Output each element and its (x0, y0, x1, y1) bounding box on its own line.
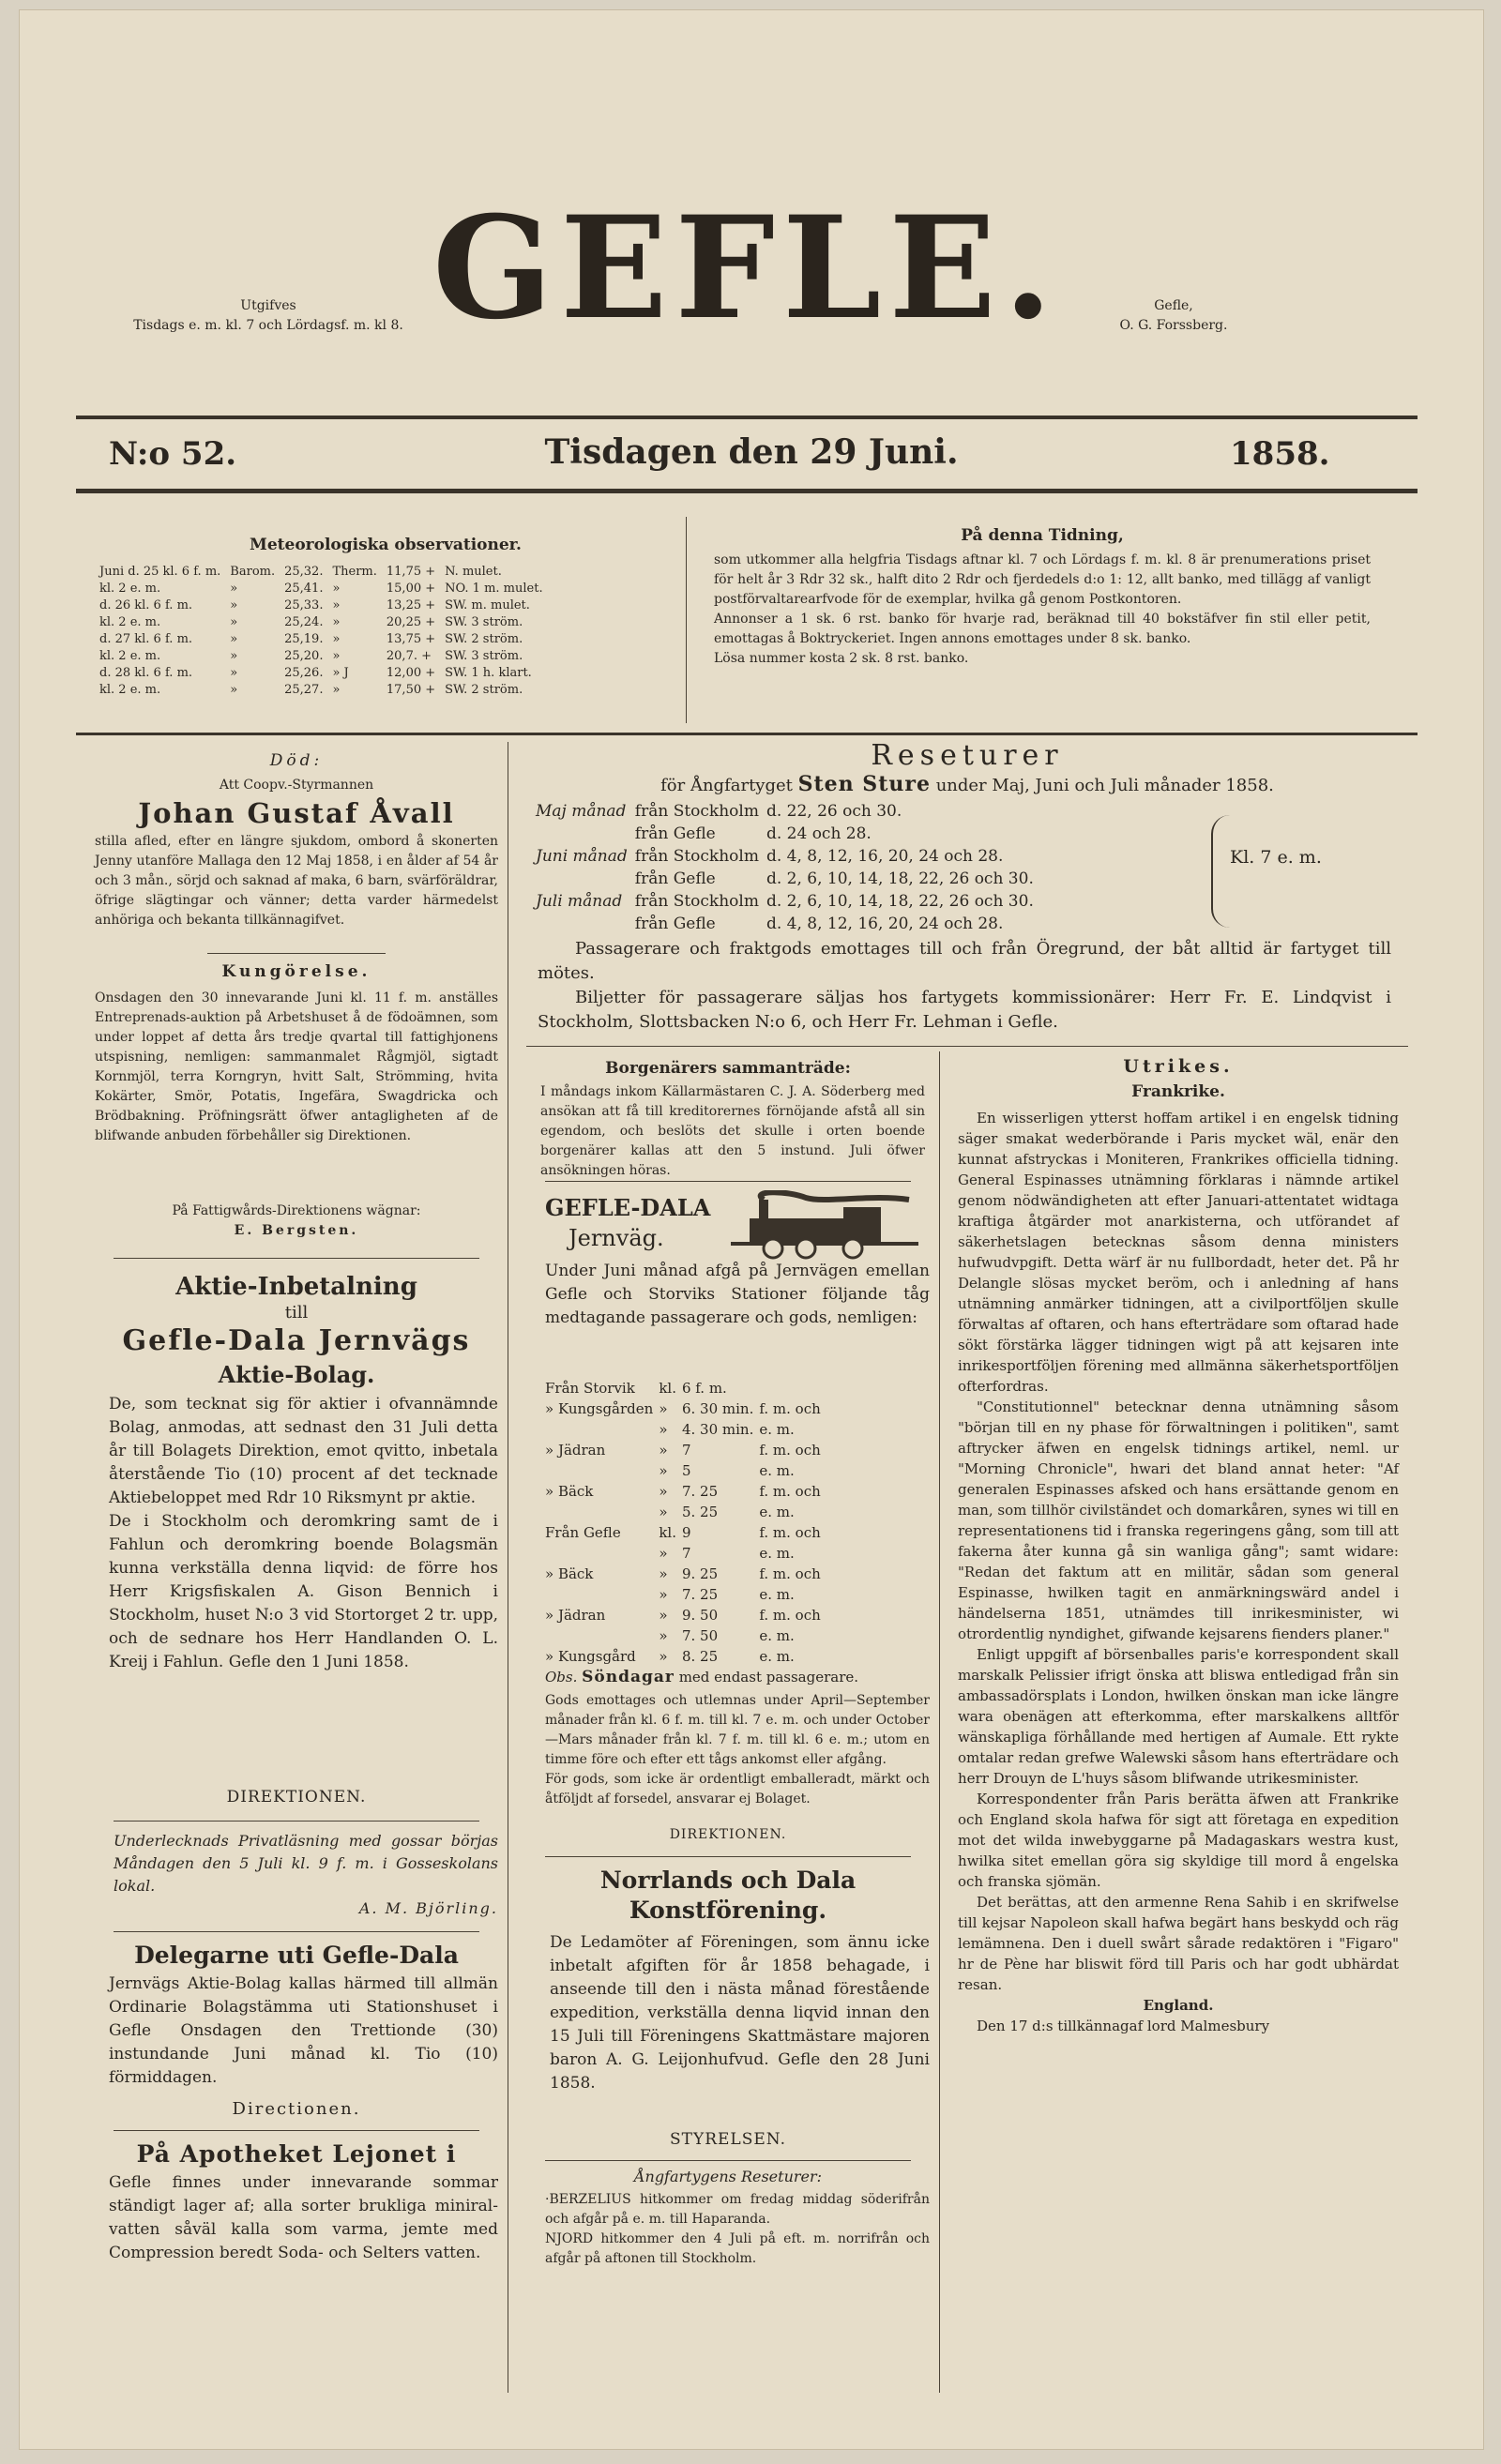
schedule-row (536, 913, 1041, 935)
issue-year: 1858. (1230, 435, 1330, 473)
death-line: Att Coopv.-Styrmannen (219, 778, 374, 793)
train-row (545, 1440, 826, 1460)
angfartyg-heading: Ångfartygens Reseturer: (633, 2168, 823, 2185)
meteorology-row-cell: kl. 2 e. m. (99, 615, 161, 629)
train-row-cell (545, 1419, 659, 1440)
train-row-cell: f. m. och (759, 1483, 821, 1500)
apothek-heading: På Apotheket Lejonet i (136, 2140, 457, 2168)
meteorology-heading: Meteorologiska observationer. (250, 536, 522, 554)
train-row-cell: f. m. och (759, 1442, 821, 1459)
train-row-cell: 9 (681, 1524, 691, 1541)
norrland-text: De Ledamöter af Föreningen, som ännu icke inbetalt afgiften för år 1858 behagade, i anseende till den i nästa månad förestående expedition, verkställa denna liqvid innan den 15 Juli till Föreningens Skattmästare majoren baron A. G. Leijonhufvud. Gefle den 28 Juni 1858. (550, 1933, 930, 2093)
train-row-cell: » (659, 1462, 668, 1479)
meteorology-row-cell: Juni d. 25 kl. 6 f. m. (99, 565, 221, 579)
schedule-line-2: Tisdags e. m. kl. 7 och Lördagsf. m. kl 8. (133, 318, 403, 333)
aktie-text (109, 1393, 498, 1674)
schedule-row-cell: Juli månad (536, 892, 623, 911)
publisher-info (1061, 296, 1286, 336)
train-row (545, 1564, 826, 1584)
subscription-info (714, 551, 1371, 669)
schedule-line-1: Utgifves (240, 298, 296, 313)
schedule-row-cell: d. 24 och 28. (766, 824, 872, 843)
train-row (545, 1625, 826, 1646)
utrikes-paragraph-6: Den 17 d:s tillkännagaf lord Malmesbury (977, 2018, 1270, 2034)
train-row (545, 1543, 826, 1564)
sunday-text: med endast passagerare. (678, 1669, 859, 1685)
meteorology-row (95, 631, 548, 648)
death-heading: Död: (269, 751, 324, 770)
death-notice-text: stilla afled, efter en längre sjukdom, ombord å skonerten Jenny utanföre Mallaga den 12 Maj 1858, i en ålder af 54 år och 3 mån., sörjd och saknad af maka, 6 barn, svärföräldrar, öfrige slägtingar och vänner; detta varder härmedelst anhöriga och bekanta tillkännagifvet. (95, 834, 498, 928)
train-row (545, 1584, 826, 1605)
schedule-row-cell (536, 868, 635, 890)
obs-label: Obs. (545, 1669, 578, 1685)
train-row-cell: » Jädran (545, 1607, 606, 1624)
train-row (545, 1398, 826, 1419)
train-row-cell: 5 (681, 1462, 691, 1479)
single-issue-price: Lösa nummer kosta 2 sk. 8 rst. banko. (714, 651, 969, 666)
meteorology-row (95, 564, 548, 581)
divider (545, 2160, 911, 2161)
divider (207, 953, 386, 954)
njord-line: NJORD hitkommer den 4 Juli på eft. m. norrifrån och afgår på aftonen till Stockholm. (545, 2231, 930, 2266)
train-row-cell (545, 1502, 659, 1522)
column-divider-right (939, 1051, 940, 2393)
gefledala-subheading: Jernväg. (569, 1225, 664, 1251)
utrikes-france-heading: Frankrike. (1131, 1082, 1225, 1101)
private-lesson-notice (114, 1830, 498, 1920)
schedule-row-cell (536, 913, 635, 935)
meteorology-row-cell: 25,41. (284, 582, 324, 596)
aktie-heading: Aktie-Inbetalning (175, 1273, 417, 1301)
train-row-cell: » (659, 1565, 668, 1582)
sunday-note (545, 1668, 930, 1686)
meteorology-row-cell: 11,75 + (386, 565, 436, 579)
meteorology-row-cell: » (332, 615, 341, 629)
goods-paragraph-1: Gods emottages och utlemnas under April—September månader från kl. 6 f. m. till kl. 7 e. m. och under October—Mars månader från kl. 7 f. m. till kl. 6 e. m.; utom en timme före och efter ett tågs ankomst eller afgång. (545, 1693, 930, 1767)
meteorology-row-cell: 13,25 + (386, 598, 436, 612)
private-lesson-text: Underlecknads Privatläsning med gossar börjas Måndagen den 5 Juli kl. 9 f. m. i Gosseskolans lokal. (114, 1832, 498, 1895)
meteorology-row (95, 597, 548, 614)
schedule-row-cell (536, 823, 635, 845)
borgenar-text: I måndags inkom Källarmästaren C. J. A. Söderberg med ansökan att få till kreditorernes förnöjande afstå all sin egendom, och beslöts det skulle i orten boende borgenärer kallas att den 5 instund. Juli öfwer ansökningen höras. (540, 1084, 925, 1178)
aktie-company: Gefle-Dala Jernvägs (122, 1324, 471, 1357)
meteorology-row-cell: 17,50 + (386, 683, 436, 697)
issue-date: Tisdagen den 29 Juni. (544, 432, 959, 472)
delegare-text: Jernvägs Aktie-Bolag kallas härmed till allmän Ordinarie Bolagstämma uti Stationshuset i Gefle Onsdagen den Trettionde (30) instundande Juni månad kl. Tio (10) förmiddagen. (109, 1974, 498, 2087)
notice-signer: E. Bergsten. (234, 1223, 359, 1238)
meteorology-row-cell: 25,27. (284, 683, 324, 697)
meteorology-row-cell: » (230, 666, 238, 680)
reseturer-intro-post: under Maj, Juni och Juli månader 1858. (935, 776, 1274, 795)
delegare-heading: Delegarne uti Gefle-Dala (134, 1942, 459, 1969)
reseturer-schedule (536, 800, 1211, 935)
meteorology-row-cell: 25,33. (284, 598, 324, 612)
deceased-name: Johan Gustaf Åvall (138, 797, 455, 829)
masthead-rule-bottom (76, 489, 1418, 493)
utrikes-paragraph-4: Korrespondenter från Paris berätta äfwen att Frankrike och England skola hafwa för sigt att företaga en expedition mot det wilda inwebyggarne på Madagaskars westra kust, hwilka sitet emellan göra sig skyldige till mord å engelska och franska sjömän. (958, 1791, 1399, 1890)
ship-name: Sten Sture (797, 772, 931, 796)
meteorology-row-cell: » (230, 683, 238, 697)
newspaper-page (19, 9, 1484, 2450)
angfartyg-text (545, 2190, 930, 2269)
train-row-cell: » (659, 1421, 668, 1438)
train-row-cell: 6 f. m. (681, 1380, 727, 1397)
train-row-cell: » Bäck (545, 1565, 594, 1582)
train-row-cell: 5. 25 (681, 1504, 719, 1520)
train-row-cell: 9. 50 (681, 1607, 719, 1624)
meteorology-row (95, 581, 548, 597)
train-row-cell: e. m. (759, 1627, 795, 1644)
train-row-cell: 7 (681, 1442, 691, 1459)
meteorology-row-cell: » (332, 632, 341, 646)
train-row-cell: e. m. (759, 1545, 795, 1562)
utrikes-paragraph-1: En wisserligen ytterst hoffam artikel i en engelsk tidning säger smakat wederbörande i Paris mycket wäl, enär den kunnat afstryckas i Moniteren, Frankrikes officiella tidning. General Espinasses utnämning förklaras i nämnde artikel genom nödwändigheten att efter Januari-attentatet widtaga kraftiga åtgärder mot anarkisterna, och utförandet af säkerhetslagen betecknas såsom denna ministers hufwudvpgift. Detta wärf är nu fullbordadt, heter det. På hr Delangle slösas mycket beröm, och i anledning af hans utnämning anmärker tidningen, att a civilportföljen skulle förwaltas af oftaren, och hans efterträdare som oftarad hade sökt förstärka lägger tidningen wigt på att kejsaren inte inrikesportföljen förening med allmänna säkerhetsportföljen ofterfordras. (958, 1110, 1399, 1395)
train-row-cell: e. m. (759, 1586, 795, 1603)
meteorology-row-cell: kl. 2 e. m. (99, 683, 161, 697)
delegare-signature: Directionen. (232, 2099, 361, 2119)
train-row-cell: Från Storvik (545, 1380, 635, 1397)
schedule-row (536, 800, 1041, 823)
section-rule (76, 733, 1418, 735)
divider (114, 2130, 479, 2131)
departure-time: Kl. 7 e. m. (1230, 847, 1322, 868)
meteorology-row-cell: kl. 2 e. m. (99, 649, 161, 663)
meteorology-row-cell: d. 27 kl. 6 f. m. (99, 632, 193, 646)
subscription-heading: På denna Tidning, (961, 526, 1124, 545)
train-row-cell: f. m. och (759, 1524, 821, 1541)
meteorology-row-cell: 13,75 + (386, 632, 436, 646)
train-row-cell: f. m. och (759, 1400, 821, 1417)
meteorology-row-cell: » J (332, 666, 349, 680)
meteorology-row (95, 665, 548, 682)
train-row-cell: e. m. (759, 1648, 795, 1665)
goods-paragraph-2: För gods, som icke är ordentligt emballeradt, märkt och åtföljdt af forsedel, ansvarar ej Bolaget. (545, 1772, 930, 1806)
private-lesson-signer: A. M. Björling. (358, 1899, 498, 1917)
schedule-row (536, 823, 1041, 845)
train-row-cell: 6. 30 min. (681, 1400, 754, 1417)
apothek-text: Gefle finnes under innevarande sommar ständigt lager af; alla sorter brukliga miniral-vatten såväl kalla som varma, jemte med Compression beredt Soda- och Selters vatten. (109, 2173, 498, 2262)
divider (545, 1856, 911, 1857)
train-row-cell: » (659, 1504, 668, 1520)
schedule-row-cell: d. 2, 6, 10, 14, 18, 22, 26 och 30. (766, 869, 1034, 888)
train-row-cell (545, 1543, 659, 1564)
train-row-cell: » (659, 1483, 668, 1500)
schedule-row-cell: d. 4, 8, 12, 16, 20, 24 och 28. (766, 915, 1004, 933)
train-row-cell: 8. 25 (681, 1648, 719, 1665)
schedule-row-cell: från Stockholm (634, 892, 759, 911)
meteorology-row-cell: Therm. (332, 565, 377, 579)
meteorology-row-cell: 25,20. (284, 649, 324, 663)
train-row-cell: 4. 30 min. (681, 1421, 754, 1438)
meteorology-row-cell: 25,24. (284, 615, 324, 629)
sunday-label: Söndagar (582, 1668, 675, 1686)
train-row-cell: Från Gefle (545, 1524, 621, 1541)
train-row (545, 1502, 826, 1522)
utrikes-paragraph-3: Enligt uppgift af börsenballes paris'e korrespondent skall marskalk Pelissier ifrigt önska att bliswa entledigad från sin ambassadörsplats i London, hwilken önskan man icke längre wara obenägen att efterkomma, efter marskalkens alltför wänskapliga förhållande med hertigen af Aumale. Ett rykte omtalar redan grefwe Walewski såsom hans efterträdare och herr Drouyn de L'huys såsom blifwande utrikesminister. (958, 1646, 1399, 1787)
meteorology-row-cell: 20,25 + (386, 615, 436, 629)
train-row-cell: » (659, 1400, 668, 1417)
meteorology-row-cell: d. 28 kl. 6 f. m. (99, 666, 193, 680)
utrikes-heading: Utrikes. (1123, 1056, 1234, 1077)
locomotive-illustration (731, 1190, 918, 1265)
utrikes-paragraph-2: "Constitutionnel" betecknar denna utnämning såsom "början till en ny phase för förwaltningen i politiken", samt aftrycker äfwen en engelsk tidnings artikel, neml. ur "Morning Chronicle", hwari det bland annat heter: "Af generalen Espinasses afsked och hans ersättande genom en man, som tillhör civilständet och domarkåren, synes wi till en representationens tid i franska regeringens gång, som till att fakerna åter kunna gå sin wanliga gång"; samt widare: "Redan det faktum att en militär, sådan som general Espinasse, hwilken tagit en anmärkningswärd andel i händelserna 1851, utnämdes till inrikesminister, wi otrordentlig nyndighet, gifwande kejsarens fienders planer." (958, 1398, 1399, 1642)
train-row-cell: » Jädran (545, 1442, 606, 1459)
meteorology-row-cell: » (332, 598, 341, 612)
schedule-row (536, 890, 1041, 913)
train-row-cell (545, 1625, 659, 1646)
subscription-price: som utkommer alla helgfria Tisdags aftnar kl. 7 och Lördags f. m. kl. 8 är prenumerations priset för helt år 3 Rdr 32 sk., halft dito 2 Rdr och fjerdedels d:o 1: 12, allt banko, med tillägg af vanligt postförvaltarearfvode för de exemplar, hvilka gå genom Postkontoren. (714, 552, 1371, 607)
reseturer-intro (526, 772, 1408, 796)
meteorology-row-cell: » (230, 582, 238, 596)
train-row-cell: » (659, 1586, 668, 1603)
meteorology-row-cell: 12,00 + (386, 666, 436, 680)
divider (114, 1931, 479, 1932)
reseturer-text (538, 937, 1391, 1035)
train-row (545, 1646, 826, 1667)
meteorology-table (95, 564, 695, 699)
train-row-cell: f. m. och (759, 1565, 821, 1582)
notice-text: Onsdagen den 30 innevarande Juni kl. 11 f. m. anställes Entreprenads-auktion på Arbetshuset å de födoämnen, som under loppet af detta års tredje qvartal till fattighjonens utspisning, nemligen: sammanmalet Rågmjöl, sigtadt Kornmjöl, terra Korngryn, hvitt Salt, Strömming, hvita Kokärter, Smör, Potatis, Ingefära, Swagdricka och Brödbakning. Pröfningsrätt öfwer antagligheten af de blifwande anbuden förbehåller sig Direktionen. (95, 990, 498, 1143)
meteorology-row-cell: 25,19. (284, 632, 324, 646)
train-row-cell: 7 (681, 1545, 691, 1562)
issue-number: N:o 52. (109, 435, 237, 473)
notice-signature (95, 1202, 498, 1241)
meteorology-row-cell: 20,7. + (386, 649, 432, 663)
meteorology-row-cell: NO. 1 m. mulet. (445, 582, 543, 596)
schedule-row-cell: från Stockholm (634, 802, 759, 821)
aktie-signature: DIREKTIONEN. (226, 1788, 367, 1806)
train-row (545, 1481, 826, 1502)
meteorology-row (95, 648, 548, 665)
train-row-cell: f. m. och (759, 1607, 821, 1624)
train-row-cell: » Kungsgården (545, 1400, 654, 1417)
train-row-cell: 7. 50 (681, 1627, 719, 1644)
schedule-bracket (1211, 815, 1232, 928)
meteorology-row-cell: kl. 2 e. m. (99, 582, 161, 596)
meteorology-row-cell: SW. 2 ström. (445, 683, 523, 697)
meteorology-row-cell: N. mulet. (445, 565, 502, 579)
schedule-row-cell: från Stockholm (634, 847, 759, 866)
aktie-paragraph-2: De i Stockholm och deromkring samt de i Fahlun och deromkring boende Bolagsmän kunna verkställa denna liqvid: de förre hos Herr Krigsfiskalen A. Gison Bennich i Stockholm, huset N:o 3 vid Stortorget 2 tr. upp, och de sednare hos Herr Handlanden O. L. Kreij i Fahlun. Gefle den 1 Juni 1858. (109, 1512, 498, 1671)
train-row-cell (759, 1378, 826, 1398)
meteorology-row-cell: SW. 3 ström. (445, 649, 523, 663)
train-row-cell: » (659, 1442, 668, 1459)
meteorology-row-cell: » (332, 582, 341, 596)
meteorology-row-cell: » (230, 598, 238, 612)
train-row-cell: » Kungsgård (545, 1648, 636, 1665)
utrikes-text (958, 1108, 1399, 2036)
train-row-cell: 9. 25 (681, 1565, 719, 1582)
meteorology-row-cell: » (230, 615, 238, 629)
newspaper-title: GEFLE. (432, 186, 1060, 351)
norrland-signature: STYRELSEN. (670, 2130, 786, 2149)
schedule-row-cell: d. 22, 26 och 30. (766, 802, 902, 821)
meteorology-row-cell: 15,00 + (386, 582, 436, 596)
masthead-rule-top (76, 416, 1418, 419)
publisher-place: Gefle, (1154, 298, 1193, 313)
train-row-cell: 7. 25 (681, 1483, 719, 1500)
reseturer-paragraph-1: Passagerare och fraktgods emottages till och från Öregrund, der båt alltid är fartyget till mötes. (538, 939, 1391, 983)
schedule-row (536, 868, 1041, 890)
train-row-cell: kl. (659, 1524, 676, 1541)
train-row-cell: » (659, 1545, 668, 1562)
train-row-cell: e. m. (759, 1421, 795, 1438)
schedule-row-cell: från Gefle (634, 869, 716, 888)
train-row-cell (545, 1460, 659, 1481)
schedule-row (536, 845, 1041, 868)
meteorology-row-cell: 25,26. (284, 666, 324, 680)
meteorology-row-cell: SW. 3 ström. (445, 615, 523, 629)
meteorology-row-cell: » (332, 649, 341, 663)
train-row-cell: » (659, 1627, 668, 1644)
advertising-price: Annonser a 1 sk. 6 rst. banko för hvarje rad, beräknad till 40 bokstäfver fin stil eller petit, emottagas å Boktryckeriet. Ingen annons emottages under 8 sk. banko. (714, 612, 1371, 646)
gefledala-goods (545, 1691, 930, 1809)
train-row (545, 1522, 826, 1543)
train-row-cell: » (659, 1648, 668, 1665)
train-row (545, 1378, 826, 1398)
aktie-company-sub: Aktie-Bolag. (218, 1361, 375, 1388)
meteorology-row-cell: SW. 2 ström. (445, 632, 523, 646)
aktie-heading-till: till (284, 1303, 309, 1323)
berzelius-line: ·BERZELIUS hitkommer om fredag middag söderifrån och afgår på e. m. till Haparanda. (545, 2192, 930, 2227)
utrikes-england-heading: England. (1143, 1997, 1214, 2014)
meteorology-row-cell: » (230, 649, 238, 663)
meteorology-row-cell: SW. m. mulet. (445, 598, 530, 612)
column-divider (686, 517, 687, 723)
meteorology-row-cell: d. 26 kl. 6 f. m. (99, 598, 193, 612)
schedule-row-cell: Juni månad (536, 847, 628, 866)
utrikes-paragraph-5: Det berättas, att den armenne Rena Sahib i en skrifwelse till kejsar Napoleon skall hafwa begärt hans beskydd och räg lemämnena. Den i duell swårt sårade redaktören i "Figaro" hr de Pène har bliswit förd till Paris och har godt ubhärdat resan. (958, 1894, 1399, 1993)
meteorology-row-cell: SW. 1 h. klart. (445, 666, 532, 680)
train-row-cell (545, 1584, 659, 1605)
meteorology-row-cell: » (230, 632, 238, 646)
reseturer-heading: Reseturer (871, 739, 1064, 772)
schedule-row-cell: Maj månad (536, 802, 627, 821)
notice-heading: Kungörelse. (221, 962, 371, 981)
gefledala-intro: Under Juni månad afgå på Jernvägen emellan Gefle och Storviks Stationer följande tåg medtagande passagerare och gods, nemligen: (545, 1262, 930, 1327)
train-row-cell: kl. (659, 1380, 676, 1397)
train-row-cell: 7. 25 (681, 1586, 719, 1603)
schedule-row-cell: d. 4, 8, 12, 16, 20, 24 och 28. (766, 847, 1004, 866)
schedule-row-cell: från Gefle (634, 824, 716, 843)
divider (545, 1181, 911, 1182)
meteorology-row-cell: » (332, 683, 341, 697)
meteorology-row-cell: Barom. (230, 565, 276, 579)
gefledala-signature: DIREKTIONEN. (669, 1827, 787, 1842)
train-row (545, 1419, 826, 1440)
reseturer-paragraph-2: Biljetter för passagerare säljas hos fartygets kommissionärer: Herr Fr. E. Lindqvist i Stockholm, Slottsbacken N:o 6, och Herr Fr. Lehman i Gefle. (538, 988, 1391, 1032)
divider (114, 1258, 479, 1259)
publication-schedule (85, 296, 451, 336)
meteorology-row (95, 614, 548, 631)
divider (114, 1821, 479, 1822)
schedule-row-cell: från Gefle (634, 915, 716, 933)
divider (526, 1046, 1408, 1047)
train-row-cell: e. m. (759, 1462, 795, 1479)
norrland-heading: Norrlands och Dala Konstförening. (599, 1867, 857, 1924)
publisher-name: O. G. Forssberg. (1119, 318, 1228, 333)
train-row (545, 1460, 826, 1481)
borgenar-heading: Borgenärers sammanträde: (605, 1059, 851, 1078)
train-row-cell: » Bäck (545, 1483, 594, 1500)
schedule-row-cell: d. 2, 6, 10, 14, 18, 22, 26 och 30. (766, 892, 1034, 911)
notice-sign-line: På Fattigwårds-Direktionens wägnar: (172, 1203, 421, 1218)
train-row (545, 1605, 826, 1625)
gefledala-heading: GEFLE-DALA (545, 1194, 711, 1221)
train-timetable (545, 1378, 930, 1667)
train-row-cell: » (659, 1607, 668, 1624)
aktie-paragraph-1: De, som tecknat sig för aktier i ofvannämnde Bolag, anmodas, att sednast den 31 Juli detta år till Bolagets Direktion, emot qvitto, inbetala återstående Tio (10) procent af det tecknade Aktiebeloppet med Rdr 10 Riksmynt pr aktie. (109, 1395, 498, 1507)
meteorology-row-cell: 25,32. (284, 565, 324, 579)
meteorology-row (95, 682, 548, 699)
reseturer-intro-pre: för Ångfartyget (660, 776, 793, 795)
train-row-cell: e. m. (759, 1504, 795, 1520)
